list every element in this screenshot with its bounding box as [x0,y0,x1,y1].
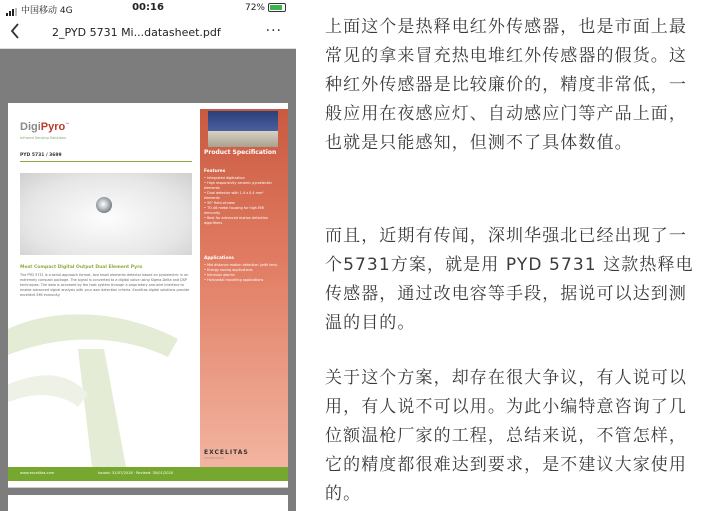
article-paragraph: 关于这个方案，却存在很大争议，有人说可以用，有人说不可以用。为此小编特意咨询了几位额温枪厂家的工程，总结来说，不管怎样，它的精度都很难达到要求，是不建议大家使用的。 [325,368,687,504]
applications-list [204,263,278,283]
pdf-viewer-screen [0,0,296,511]
feature-item: • Dual detector with 1.4 x 0.4 mm² elements [204,191,264,200]
clock: 00:16 [132,2,164,13]
status-bar [0,0,296,18]
pdf-page[interactable] [8,103,288,488]
feature-item: • TO-46 metal housing for high EMI immunity [204,206,265,215]
feature-item: • Integrated digitization [204,176,245,180]
nav-bar [0,18,296,49]
chevron-left-icon[interactable] [10,22,20,45]
sensor-image [96,197,112,213]
company-logo: EXCELITAS [204,449,249,456]
product-heading: Most Compact Digital Output Dual Element Pyro [20,265,143,270]
divider [20,161,192,162]
battery-percent: 72% [244,3,265,13]
article-paragraph: 上面这个是热释电红外传感器，也是市面上最常见的拿来冒充热电堆红外传感器的假货。这种红外传感器是比较廉价的，精度非常低，一般应用在夜感应灯、自动感应门等产品上面，也就是只能感知，但测不了具体数值。 [325,17,687,153]
part-number: PYD 5731 / 3699 [20,153,62,158]
features-title: Features [204,169,226,174]
article-paragraph: 而且，近期有传闻，深圳华强北已经出现了一个5731方案，就是用 PYD 5731 这款热释电传感器，通过改电容等手段，据说可以达到测温的目的。 [325,226,694,333]
status-right [245,3,286,13]
carrier-label: 中国移动 [21,6,58,16]
battery-icon [268,3,286,12]
brand-logo [20,121,69,133]
application-item: • Mid distance motion detection (with lens) [204,263,278,267]
feature-item: • Best for advanced motion detection algorithms [204,216,269,225]
feature-item: • High responsivity ceramic pyroelectric elements [204,181,273,190]
application-item: • Intrusion alarms [204,273,235,277]
brand-subtitle: Infrared Sensing Solutions [20,136,66,140]
applications-title: Applications [204,256,234,261]
brand-tm: ™ [65,121,70,127]
house-photo [208,111,278,147]
product-description: The PYD 5731 is a serial-approach format, two small elements detector based on pyroelectric in an extremely compact package. The signal is converted to a digital value using Sigma-Delta and DSP techniques. The data is accessed by the host system through a proprietary one-wire interface to enable advanced signal analysis with your own detection criteria. Excelitas digital solutions provide excellent EMI immunity. [20,273,190,297]
spec-sidebar [200,109,288,469]
features-list [204,176,278,226]
sensor-photo [20,173,192,255]
brand-text: Digi [20,121,41,133]
spec-title: Product Specification [204,149,277,156]
page-footer [8,467,288,481]
brand-accent: Pyro [40,121,66,133]
next-pdf-page[interactable] [8,495,288,511]
feature-item: • 90° field-of-view [204,201,235,205]
ellipsis-icon[interactable]: ··· [265,23,282,39]
company-subtitle: TECHNOLOGIES [204,457,225,460]
application-item: • Energy saving applications [204,268,253,272]
excelitas-swoosh-graphic [8,299,200,467]
footer-issue: Issued: 31/07/2018 · Revised: 30/01/2020 [98,471,174,475]
application-item: • Horizontal mounting applications [204,278,264,282]
network-label: 4G [59,6,73,16]
document-title: 2_PYD 5731 Mi...datasheet.pdf [52,26,221,39]
footer-url: www.excelitas.com [20,471,55,475]
